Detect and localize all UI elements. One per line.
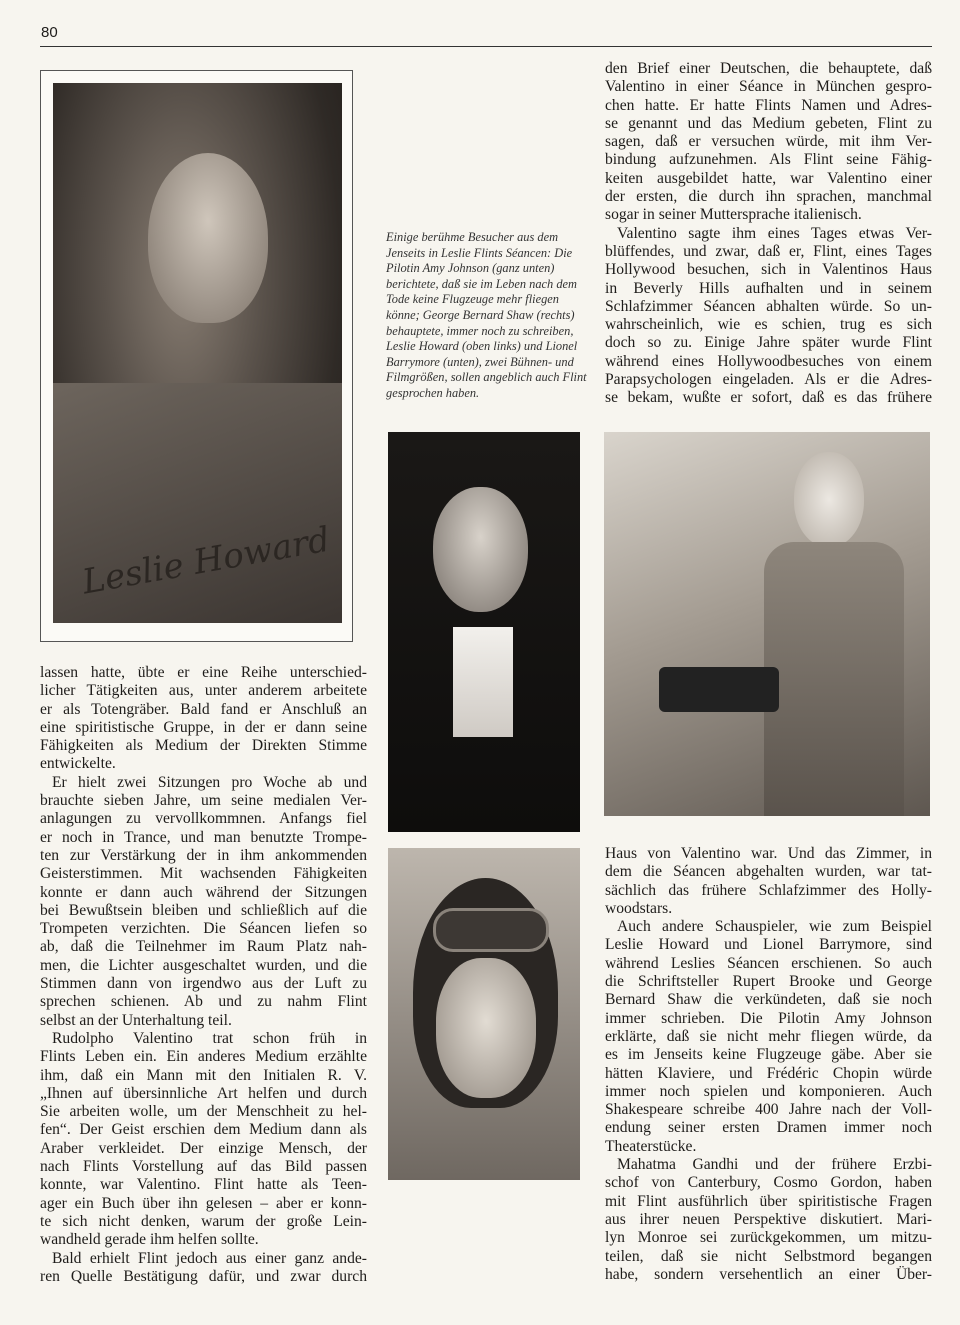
text-line: nach Flints Vorstellung auf das Bild passen xyxy=(40,1158,367,1176)
text-line: mit Flint ausführlich über spiritistische Fragen xyxy=(605,1192,932,1210)
text-line: sächlich das frühere Schlafzimmer des Holly- xyxy=(605,881,932,899)
text-line: Parapsychologen eingeladen. Als er die Adres- xyxy=(605,371,932,389)
text-line: Stimmen dann von irgendwo aus der Luft zu xyxy=(40,975,367,993)
text-line: aus ihrer neuen Perspektive diskutiert. Mari- xyxy=(605,1210,932,1228)
text-line: Auch andere Schauspieler, wie zum Beispiel xyxy=(617,918,932,936)
text-line: woodstars. xyxy=(605,899,673,917)
paragraph xyxy=(40,664,367,774)
text-line: entwickelte. xyxy=(40,755,116,773)
text-line: Er hielt zwei Sitzungen pro Woche ab und xyxy=(52,773,367,791)
text-line: bei Bewußtsein bleiben und schließlich auf die xyxy=(40,901,367,919)
text-line: se bekam, wußte er sofort, daß es das frühere xyxy=(605,389,932,407)
text-line: ten zur Verstärkung der in ihm ankommenden xyxy=(40,846,367,864)
paragraph xyxy=(605,60,932,225)
text-line: Araber verkleidet. Der einzige Mensch, der xyxy=(40,1139,367,1157)
text-line: konnte er dann auch während der Sitzungen xyxy=(40,883,367,901)
text-line: bindung aufzunehmen. Als Flint seine Fähig- xyxy=(605,151,932,169)
text-line: hätten Klaviere, und Frédéric Chopin würde xyxy=(605,1064,932,1082)
text-line: teilen, daß sie nicht Selbstmord begangen xyxy=(605,1247,932,1265)
photo-george-bernard-shaw xyxy=(604,432,930,816)
text-line: er als Totengräber. Bald fand er Anschluß an xyxy=(40,700,367,718)
text-line: in Beverly Hills aufhalten und in seinem xyxy=(605,279,932,297)
page-number: 80 xyxy=(41,24,58,41)
text-line: blüffendes, und zwar, daß er, Flint, eines Tages xyxy=(605,242,932,260)
text-line: erklärte, daß sie nicht mehr fliegen würde, da xyxy=(605,1027,932,1045)
text-line: wahrscheinlich, wie es schien, trug es sich xyxy=(605,316,932,334)
text-line: Fähigkeiten als Medium der Direkten Stimme xyxy=(40,737,367,755)
text-line: Bernard Shaw die verkündeten, daß sie noch xyxy=(605,991,932,1009)
text-line: ihm, daß ein Mann mit den Initialen R. V. xyxy=(40,1066,367,1084)
paragraph xyxy=(40,1030,367,1250)
text-line: sprechen schienen. Ab und zu nahm Flint xyxy=(40,993,367,1011)
text-line: selbst an der Unterhaltung teil. xyxy=(40,1011,232,1029)
text-line: men, die Lichter ausgeschaltet wurden, und die xyxy=(40,956,367,974)
text-line: sagen, daß er versuchen würde, mit ihm Ver- xyxy=(605,133,932,151)
text-line: „Ihnen auf übersinnliche Art helfen und durch xyxy=(40,1084,367,1102)
text-column-left xyxy=(40,664,367,1286)
text-line: Hollywood besuchen, sich in Valentinos Haus xyxy=(605,261,932,279)
text-line: Rudolpho Valentino trat schon früh in xyxy=(52,1029,367,1047)
text-line: lyn Monroe sei zurückgekommen, um mitzu- xyxy=(605,1229,932,1247)
text-line: dem die Séancen abgehalten wurden, war tat- xyxy=(605,863,932,881)
text-line: immer schrieben. Die Pilotin Amy Johnson xyxy=(605,1009,932,1027)
text-line: Mahatma Gandhi und der frühere Erzbi- xyxy=(617,1156,932,1174)
text-line: während eines Hollywoodbesuches von einem xyxy=(605,352,932,370)
photo-caption: Einige berühme Besucher aus dem Jenseits in Leslie Flints Séancen: Die Pilotin Amy Johnson (ganz unten) berichtete, daß sie im Leben nach dem Tode keine Flugzeuge mehr fliegen könne; George Bernard Shaw (rechts) behauptete, immer noch zu schreiben, Leslie Howard (oben links) und Lionel Barrymore (unten), zwei Bühnen- und Filmgrößen, sollen angeblich auch Flint gesprochen haben. xyxy=(386,230,587,400)
text-line: der ersten, die durch ihn sprachen, manchmal xyxy=(605,188,932,206)
text-line: Haus von Valentino war. Und das Zimmer, in xyxy=(605,845,932,862)
text-line: er noch in Trance, und man benutzte Trompe- xyxy=(40,828,367,846)
text-line: doch so zu. Einige Jahre später wurde Flint xyxy=(605,334,932,352)
text-line: endung seiner ersten Dramen immer noch xyxy=(605,1119,932,1137)
text-line: Shakespeare schreibe 400 Jahre nach der Voll- xyxy=(605,1101,932,1119)
text-line: Leslie Howard und Lionel Barrymore, sind xyxy=(605,936,932,954)
text-line: schof von Canterbury, Cosmo Gordon, haben xyxy=(605,1174,932,1192)
text-column-right-upper xyxy=(605,60,932,408)
paragraph xyxy=(605,225,932,408)
text-line: brauchte sieben Jahre, um seine medialen Ver- xyxy=(40,792,367,810)
text-line: Valentino sagte ihm eines Tages etwas Ver- xyxy=(617,224,932,242)
text-line: Sie arbeiten wolle, um der Menschheit zu hel- xyxy=(40,1103,367,1121)
signature: Leslie Howard xyxy=(79,519,333,603)
text-line: habe, sondern versehentlich an einer Über- xyxy=(605,1265,932,1283)
text-line: Valentino in einer Séance in München gespro- xyxy=(605,78,932,96)
text-line: Schlafzimmer Séancen abhalten würde. So un- xyxy=(605,297,932,315)
text-line: konnte, war Valentino. Flint hatte als Teen- xyxy=(40,1176,367,1194)
text-line: Theaterstücke. xyxy=(605,1137,697,1155)
text-line: te sich nicht denken, warum der große Lein- xyxy=(40,1212,367,1230)
text-line: lassen hatte, übte er eine Reihe unterschied- xyxy=(40,664,367,681)
text-line: eine spiritistische Gruppe, in der er dann seine xyxy=(40,718,367,736)
text-line: ren Quelle Bestätigung dafür, und zwar durch xyxy=(40,1267,367,1285)
text-line: Trompeten verzichten. Die Séancen liefen so xyxy=(40,920,367,938)
text-line: anlagungen zu vervollkommnen. Anfangs fiel xyxy=(40,810,367,828)
text-line: ab, daß die Teilnehmer im Raum Platz nah- xyxy=(40,938,367,956)
text-line: sogar in seiner Muttersprache italienisch. xyxy=(605,206,862,224)
text-line: immer noch spielen und komponieren. Auch xyxy=(605,1082,932,1100)
text-line: es im Jenseits keine Flugzeuge gäbe. Aber sie xyxy=(605,1046,932,1064)
paragraph xyxy=(605,1156,932,1284)
text-line: ager ein Buch über ihn gelesen – aber er konn- xyxy=(40,1194,367,1212)
text-line: die Schriftsteller Rupert Brooke und George xyxy=(605,973,932,991)
text-line: Geisterstimmen. Mit wachsenden Fähigkeiten xyxy=(40,865,367,883)
photo-leslie-howard-card xyxy=(40,70,353,642)
text-column-right-lower xyxy=(605,845,932,1284)
photo-amy-johnson xyxy=(388,848,580,1180)
text-line: Flints Leben ein. Ein anderes Medium erzählte xyxy=(40,1048,367,1066)
paragraph xyxy=(40,774,367,1030)
text-line: licher Tätigkeiten aus, unter anderem arbeitete xyxy=(40,682,367,700)
text-line: keiten ausgebildet hatte, war Valentino einer xyxy=(605,169,932,187)
paragraph xyxy=(605,918,932,1156)
text-line: se genannt und das Medium gebeten, Flint zu xyxy=(605,114,932,132)
text-line: wandheld gerade ihm helfen sollte. xyxy=(40,1231,259,1249)
text-line: während Leslies Séancen erschienen. So auch xyxy=(605,954,932,972)
text-line: fen“. Der Geist erschien dem Medium dann als xyxy=(40,1121,367,1139)
paragraph xyxy=(605,845,932,918)
text-line: chen hatte. Er hatte Flints Namen und Adres- xyxy=(605,96,932,114)
paragraph xyxy=(40,1250,367,1287)
text-line: den Brief einer Deutschen, die behauptete, daß xyxy=(605,60,932,77)
photo-lionel-barrymore xyxy=(388,432,580,832)
header-rule xyxy=(40,46,932,47)
text-line: Bald erhielt Flint jedoch aus einer ganz ande- xyxy=(52,1249,367,1267)
